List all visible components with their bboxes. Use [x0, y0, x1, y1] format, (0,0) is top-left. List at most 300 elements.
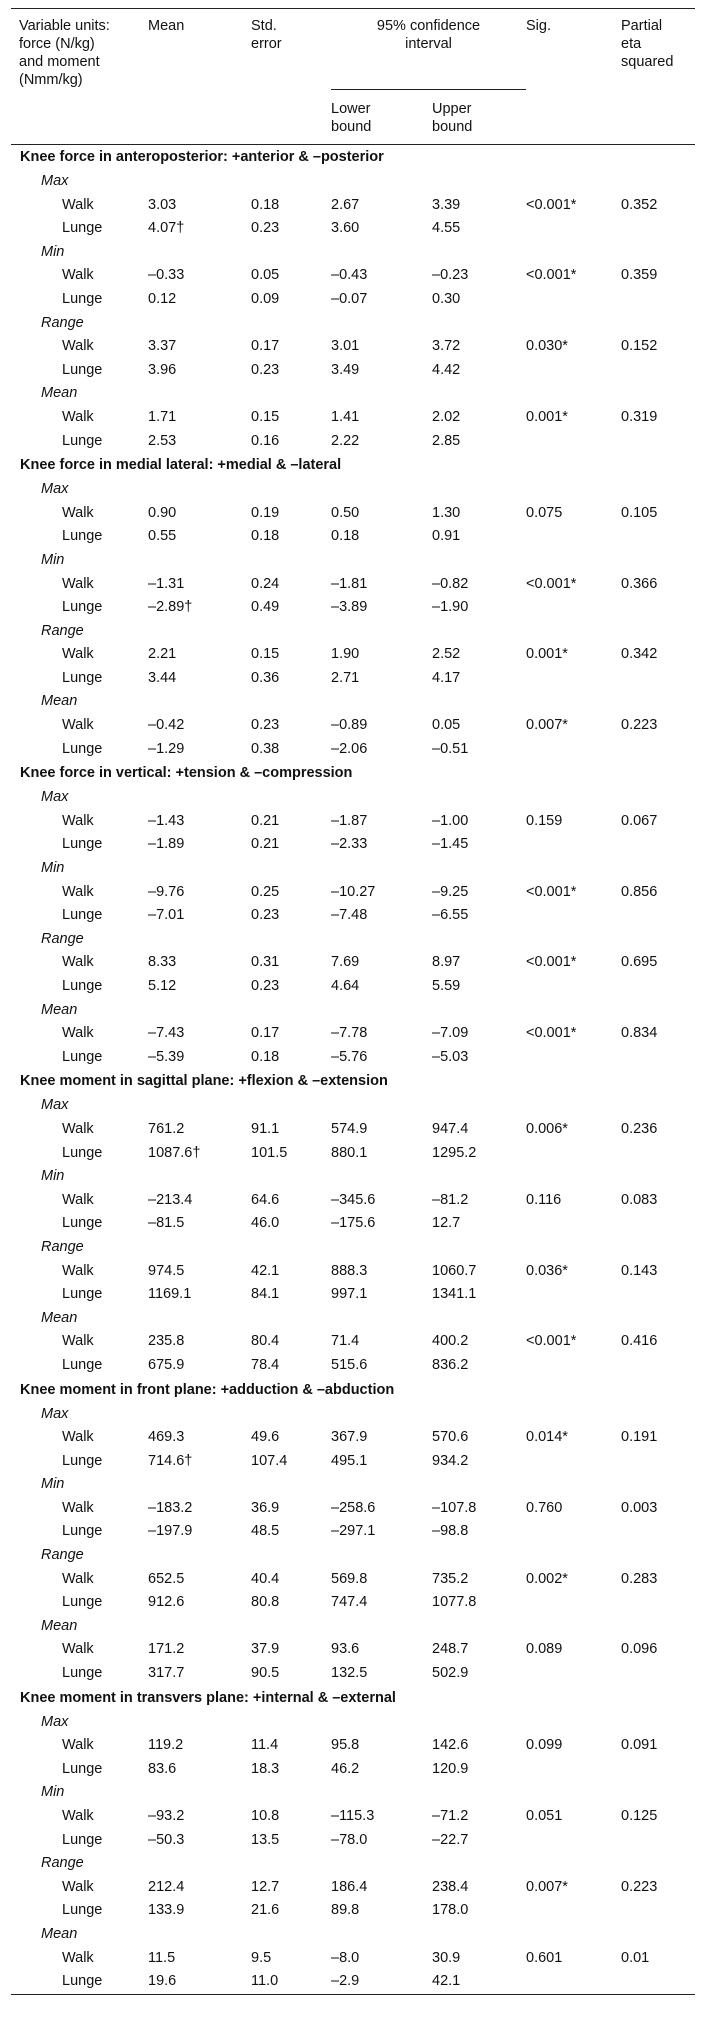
cell-lower-bound: –10.27	[331, 883, 376, 900]
table-row	[11, 596, 695, 620]
condition-label: Lunge	[62, 907, 103, 924]
stat-label-row	[11, 1923, 695, 1947]
condition-label: Lunge	[62, 361, 103, 378]
cell-empty	[621, 738, 695, 762]
cell-partial-eta: 0.223	[621, 1878, 658, 1895]
cell-std-error: 0.21	[251, 812, 280, 829]
cell-mean: –2.89†	[148, 599, 193, 616]
stat-label-row	[11, 928, 695, 952]
cell-lower-bound: –8.0	[331, 1949, 360, 1966]
cell-mean: 11.5	[148, 1949, 176, 1966]
table-row	[11, 1829, 695, 1853]
cell-mean: 119.2	[148, 1737, 184, 1754]
cell-std-error: 0.15	[251, 408, 280, 425]
cell-sig: 0.001*	[526, 646, 568, 663]
stat-label: Min	[41, 551, 65, 568]
cell-partial-eta: 0.096	[621, 1641, 658, 1658]
cell-empty	[526, 1520, 621, 1544]
table-row	[11, 264, 695, 288]
cell-empty	[621, 596, 695, 620]
cell-sig: 0.007*	[526, 1878, 568, 1895]
condition-label: Lunge	[62, 1665, 103, 1682]
table-row	[11, 810, 695, 834]
cell-empty	[526, 1591, 621, 1615]
cell-partial-eta: 0.352	[621, 196, 658, 213]
cell-upper-bound: 2.85	[432, 432, 461, 449]
cell-lower-bound: 3.49	[331, 361, 360, 378]
header-lower-bound: Lower bound	[331, 90, 432, 145]
cell-std-error: 13.5	[251, 1831, 280, 1848]
cell-empty	[621, 1662, 695, 1686]
cell-upper-bound: –98.8	[432, 1523, 469, 1540]
stat-label-row	[11, 1165, 695, 1189]
cell-mean: 83.6	[148, 1760, 177, 1777]
cell-lower-bound: 89.8	[331, 1902, 360, 1919]
cell-upper-bound: 3.72	[432, 338, 461, 355]
header-confidence-interval: 95% confidence interval	[376, 18, 481, 52]
condition-label: Walk	[62, 1025, 94, 1042]
cell-std-error: 0.17	[251, 338, 280, 355]
cell-lower-bound: 46.2	[331, 1760, 360, 1777]
stat-label: Range	[41, 622, 84, 639]
cell-lower-bound: 7.69	[331, 954, 360, 971]
cell-mean: 4.07†	[148, 220, 185, 237]
cell-lower-bound: 569.8	[331, 1570, 368, 1587]
cell-empty	[526, 833, 621, 857]
cell-sig: <0.001*	[526, 267, 577, 284]
condition-label: Walk	[62, 1333, 94, 1350]
cell-upper-bound: –1.00	[432, 812, 469, 829]
cell-std-error: 0.19	[251, 504, 280, 521]
condition-label: Lunge	[62, 1286, 103, 1303]
table-row	[11, 573, 695, 597]
table-row	[11, 1899, 695, 1923]
stat-label: Mean	[41, 1617, 78, 1634]
condition-label: Walk	[62, 267, 94, 284]
cell-partial-eta: 0.091	[621, 1737, 658, 1754]
stat-label: Range	[41, 314, 84, 331]
cell-sig: 0.075	[526, 504, 563, 521]
cell-lower-bound: 71.4	[331, 1333, 360, 1350]
cell-std-error: 0.23	[251, 907, 280, 924]
stat-label-row	[11, 1781, 695, 1805]
table-row	[11, 1568, 695, 1592]
cell-lower-bound: –0.43	[331, 267, 368, 284]
cell-upper-bound: 1077.8	[432, 1594, 477, 1611]
condition-label: Walk	[62, 504, 94, 521]
cell-upper-bound: –22.7	[432, 1831, 469, 1848]
cell-lower-bound: 186.4	[331, 1878, 368, 1895]
cell-std-error: 80.4	[251, 1333, 280, 1350]
cell-upper-bound: 42.1	[432, 1973, 461, 1990]
cell-mean: –183.2	[148, 1499, 193, 1516]
condition-label: Lunge	[62, 1144, 103, 1161]
stat-label-row	[11, 786, 695, 810]
cell-lower-bound: 888.3	[331, 1262, 368, 1279]
cell-upper-bound: 248.7	[432, 1641, 469, 1658]
table-row	[11, 1970, 695, 1994]
cell-sig: 0.002*	[526, 1570, 568, 1587]
cell-lower-bound: 2.22	[331, 432, 360, 449]
cell-upper-bound: –7.09	[432, 1025, 469, 1042]
cell-partial-eta: 0.083	[621, 1191, 658, 1208]
cell-mean: 2.53	[148, 432, 177, 449]
cell-upper-bound: 5.59	[432, 978, 461, 994]
cell-upper-bound: 238.4	[432, 1878, 469, 1895]
table-row	[11, 406, 695, 430]
cell-empty	[526, 1758, 621, 1782]
cell-std-error: 101.5	[251, 1144, 288, 1161]
stat-label: Max	[41, 1713, 69, 1730]
cell-partial-eta: 0.236	[621, 1120, 658, 1137]
cell-std-error: 84.1	[251, 1286, 280, 1303]
cell-partial-eta: 0.01	[621, 1949, 650, 1966]
condition-label: Walk	[62, 338, 94, 355]
cell-empty	[621, 217, 695, 241]
stat-label-row	[11, 478, 695, 502]
stat-label-row	[11, 1852, 695, 1876]
cell-lower-bound: –345.6	[331, 1191, 376, 1208]
cell-upper-bound: –9.25	[432, 883, 469, 900]
cell-mean: –9.76	[148, 883, 185, 900]
cell-std-error: 42.1	[251, 1262, 280, 1279]
cell-mean: –1.31	[148, 575, 185, 592]
cell-empty	[621, 288, 695, 312]
cell-empty	[526, 525, 621, 549]
cell-upper-bound: –0.82	[432, 575, 469, 592]
cell-empty	[526, 1212, 621, 1236]
section-header-row	[11, 761, 695, 786]
stat-label: Mean	[41, 385, 78, 402]
cell-std-error: 0.17	[251, 1025, 280, 1042]
cell-lower-bound: –297.1	[331, 1523, 376, 1540]
cell-std-error: 91.1	[251, 1120, 280, 1137]
section-title: Knee moment in front plane: +adduction & –abduction	[20, 1381, 395, 1398]
stat-label: Range	[41, 1547, 84, 1564]
cell-sig: 0.036*	[526, 1262, 568, 1279]
cell-partial-eta: 0.223	[621, 717, 658, 734]
cell-lower-bound: –115.3	[331, 1808, 375, 1824]
stat-label-row	[11, 1473, 695, 1497]
cell-upper-bound: –1.45	[432, 836, 469, 853]
cell-mean: 171.2	[148, 1641, 185, 1658]
cell-empty	[621, 904, 695, 928]
cell-upper-bound: 947.4	[432, 1120, 469, 1137]
stat-label-row	[11, 1615, 695, 1639]
cell-empty	[621, 1970, 695, 1994]
cell-std-error: 36.9	[251, 1499, 280, 1516]
cell-std-error: 0.24	[251, 575, 280, 592]
stat-label: Min	[41, 1168, 65, 1185]
cell-std-error: 0.21	[251, 836, 280, 853]
cell-upper-bound: 4.42	[432, 361, 461, 378]
table-row	[11, 975, 695, 999]
stat-label-row	[11, 1094, 695, 1118]
cell-empty	[526, 1046, 621, 1070]
cell-mean: 912.6	[148, 1594, 185, 1611]
condition-label: Lunge	[62, 1831, 103, 1848]
cell-upper-bound: –1.90	[432, 599, 469, 616]
cell-sig: <0.001*	[526, 883, 577, 900]
table-row	[11, 1118, 695, 1142]
cell-upper-bound: –71.2	[432, 1808, 469, 1824]
condition-label: Walk	[62, 1191, 94, 1208]
cell-std-error: 11.0	[251, 1973, 279, 1990]
stat-label: Range	[41, 930, 84, 947]
cell-mean: 1.71	[148, 408, 177, 425]
section-title: Knee force in vertical: +tension & –compression	[20, 765, 353, 782]
cell-lower-bound: –5.76	[331, 1048, 368, 1065]
stat-label: Min	[41, 243, 65, 260]
cell-std-error: 0.25	[251, 883, 280, 900]
cell-std-error: 21.6	[251, 1902, 280, 1919]
table-row	[11, 1212, 695, 1236]
stat-label-row	[11, 382, 695, 406]
cell-std-error: 90.5	[251, 1665, 280, 1682]
table-row	[11, 1947, 695, 1971]
table-row	[11, 1638, 695, 1662]
cell-sig: 0.760	[526, 1499, 563, 1516]
stat-label: Max	[41, 789, 69, 806]
table-row	[11, 194, 695, 218]
stat-label: Max	[41, 173, 69, 189]
condition-label: Walk	[62, 883, 94, 900]
cell-lower-bound: 1.41	[331, 408, 360, 425]
cell-std-error: 0.23	[251, 220, 280, 237]
cell-std-error: 0.23	[251, 978, 280, 994]
cell-sig: 0.014*	[526, 1429, 568, 1446]
condition-label: Walk	[62, 717, 94, 734]
stat-label-row	[11, 1711, 695, 1735]
stat-label-row	[11, 620, 695, 644]
cell-std-error: 0.31	[251, 954, 280, 971]
cell-partial-eta: 0.416	[621, 1333, 658, 1350]
cell-upper-bound: 178.0	[432, 1902, 469, 1919]
cell-std-error: 0.18	[251, 1048, 280, 1065]
cell-std-error: 0.38	[251, 740, 280, 757]
condition-label: Walk	[62, 1949, 94, 1966]
stat-label-row	[11, 1544, 695, 1568]
cell-mean: 317.7	[148, 1665, 185, 1682]
condition-label: Lunge	[62, 978, 103, 994]
table-row	[11, 1520, 695, 1544]
cell-upper-bound: 12.7	[432, 1215, 461, 1232]
stat-label: Range	[41, 1855, 84, 1872]
cell-upper-bound: 0.91	[432, 528, 461, 545]
cell-lower-bound: 1.90	[331, 646, 360, 663]
cell-std-error: 10.8	[251, 1808, 280, 1824]
stat-label: Range	[41, 1238, 84, 1255]
table-row	[11, 1142, 695, 1166]
cell-mean: 2.21	[148, 646, 177, 663]
cell-sig: <0.001*	[526, 954, 577, 971]
cell-std-error: 0.18	[251, 528, 280, 545]
section-header-row	[11, 453, 695, 478]
cell-mean: 19.6	[148, 1973, 177, 1990]
cell-upper-bound: 120.9	[432, 1760, 469, 1777]
cell-lower-bound: –0.07	[331, 290, 368, 307]
cell-mean: –213.4	[148, 1191, 193, 1208]
cell-empty	[526, 430, 621, 454]
cell-std-error: 0.36	[251, 669, 280, 686]
cell-empty	[621, 1758, 695, 1782]
cell-upper-bound: 142.6	[432, 1737, 469, 1754]
stat-label: Max	[41, 1097, 69, 1114]
table-row	[11, 904, 695, 928]
cell-upper-bound: 1.30	[432, 504, 461, 521]
table-row	[11, 1330, 695, 1354]
cell-mean: –7.43	[148, 1025, 185, 1042]
condition-label: Walk	[62, 1878, 94, 1895]
stat-label-row	[11, 857, 695, 881]
cell-lower-bound: 3.60	[331, 220, 360, 237]
stat-label-row	[11, 170, 695, 194]
cell-sig: 0.159	[526, 812, 563, 829]
cell-lower-bound: –7.48	[331, 907, 368, 924]
cell-std-error: 78.4	[251, 1356, 280, 1373]
table-row	[11, 1354, 695, 1378]
cell-sig: <0.001*	[526, 1333, 577, 1350]
cell-sig: <0.001*	[526, 1025, 577, 1042]
cell-empty	[526, 217, 621, 241]
cell-mean: 1169.1	[148, 1286, 192, 1303]
cell-mean: 1087.6†	[148, 1144, 201, 1161]
table-row	[11, 1876, 695, 1900]
cell-std-error: 0.23	[251, 717, 280, 734]
table-row	[11, 1450, 695, 1474]
cell-lower-bound: 2.71	[331, 669, 360, 686]
stat-label-row	[11, 1236, 695, 1260]
table-row	[11, 643, 695, 667]
cell-std-error: 0.05	[251, 267, 280, 284]
cell-upper-bound: 934.2	[432, 1452, 469, 1469]
cell-std-error: 0.18	[251, 196, 280, 213]
stat-label: Mean	[41, 693, 78, 710]
cell-partial-eta: 0.125	[621, 1808, 658, 1824]
condition-label: Walk	[62, 1499, 94, 1516]
cell-mean: –93.2	[148, 1808, 185, 1824]
cell-sig: 0.089	[526, 1641, 563, 1658]
table-row	[11, 1426, 695, 1450]
stat-label-row	[11, 690, 695, 714]
cell-upper-bound: 570.6	[432, 1429, 469, 1446]
cell-upper-bound: 4.17	[432, 669, 461, 686]
cell-empty	[526, 1283, 621, 1307]
cell-upper-bound: 0.05	[432, 717, 461, 734]
cell-partial-eta: 0.283	[621, 1570, 658, 1587]
condition-label: Lunge	[62, 1452, 103, 1469]
cell-empty	[621, 1046, 695, 1070]
condition-label: Lunge	[62, 1973, 103, 1990]
table-row	[11, 1758, 695, 1782]
cell-lower-bound: –0.89	[331, 717, 368, 734]
cell-upper-bound: 4.55	[432, 220, 461, 237]
condition-label: Walk	[62, 812, 94, 829]
cell-mean: 3.96	[148, 361, 177, 378]
table-row	[11, 714, 695, 738]
cell-partial-eta: 0.359	[621, 267, 658, 284]
cell-partial-eta: 0.834	[621, 1025, 658, 1042]
table-row	[11, 881, 695, 905]
cell-sig: <0.001*	[526, 575, 577, 592]
cell-empty	[526, 1970, 621, 1994]
cell-std-error: 12.7	[251, 1878, 280, 1895]
table-row	[11, 667, 695, 691]
cell-upper-bound: 3.39	[432, 196, 461, 213]
cell-empty	[526, 1142, 621, 1166]
cell-partial-eta: 0.695	[621, 954, 658, 971]
cell-mean: 0.90	[148, 504, 177, 521]
cell-partial-eta: 0.067	[621, 812, 658, 829]
cell-lower-bound: 95.8	[331, 1737, 360, 1754]
cell-partial-eta: 0.191	[621, 1429, 658, 1446]
cell-empty	[621, 1450, 695, 1474]
condition-label: Lunge	[62, 1215, 103, 1232]
stat-label: Mean	[41, 1925, 78, 1942]
condition-label: Walk	[62, 1737, 94, 1754]
cell-empty	[526, 1354, 621, 1378]
cell-sig: 0.116	[526, 1191, 562, 1208]
cell-lower-bound: –1.87	[331, 812, 368, 829]
header-sig: Sig.	[526, 9, 621, 145]
cell-std-error: 0.15	[251, 646, 280, 663]
cell-lower-bound: –1.81	[331, 575, 368, 592]
stat-label-row	[11, 241, 695, 265]
cell-std-error: 0.16	[251, 432, 280, 449]
stat-label-row	[11, 312, 695, 336]
cell-empty	[526, 359, 621, 383]
cell-mean: 212.4	[148, 1878, 185, 1895]
condition-label: Lunge	[62, 669, 103, 686]
cell-lower-bound: 747.4	[331, 1594, 368, 1611]
cell-partial-eta: 0.143	[621, 1262, 658, 1279]
section-title: Knee force in medial lateral: +medial & –lateral	[20, 457, 342, 474]
header-mean: Mean	[148, 9, 251, 145]
cell-partial-eta: 0.105	[621, 504, 658, 521]
table-row	[11, 502, 695, 526]
cell-lower-bound: 132.5	[331, 1665, 368, 1682]
cell-partial-eta: 0.003	[621, 1499, 658, 1516]
stat-label: Mean	[41, 1001, 78, 1018]
cell-empty	[621, 1142, 695, 1166]
condition-label: Lunge	[62, 1760, 103, 1777]
cell-upper-bound: 2.52	[432, 646, 461, 663]
cell-upper-bound: –107.8	[432, 1499, 477, 1516]
cell-lower-bound: 515.6	[331, 1356, 368, 1373]
cell-upper-bound: –0.23	[432, 267, 469, 284]
cell-std-error: 80.8	[251, 1594, 280, 1611]
cell-sig: 0.601	[526, 1949, 563, 1966]
cell-empty	[621, 525, 695, 549]
cell-lower-bound: 3.01	[331, 338, 360, 355]
cell-mean: 3.03	[148, 196, 177, 213]
cell-std-error: 46.0	[251, 1215, 280, 1232]
cell-empty	[621, 1212, 695, 1236]
cell-std-error: 40.4	[251, 1570, 280, 1587]
condition-label: Walk	[62, 1641, 94, 1658]
cell-upper-bound: –6.55	[432, 907, 469, 924]
cell-mean: –50.3	[148, 1831, 185, 1848]
stat-label-row	[11, 999, 695, 1023]
cell-mean: 974.5	[148, 1262, 185, 1279]
cell-mean: 133.9	[148, 1902, 185, 1919]
cell-empty	[526, 1899, 621, 1923]
table-row	[11, 525, 695, 549]
section-header-row	[11, 1378, 695, 1403]
condition-label: Walk	[62, 646, 94, 663]
cell-mean: –1.29	[148, 740, 185, 757]
cell-sig: 0.051	[526, 1808, 563, 1824]
